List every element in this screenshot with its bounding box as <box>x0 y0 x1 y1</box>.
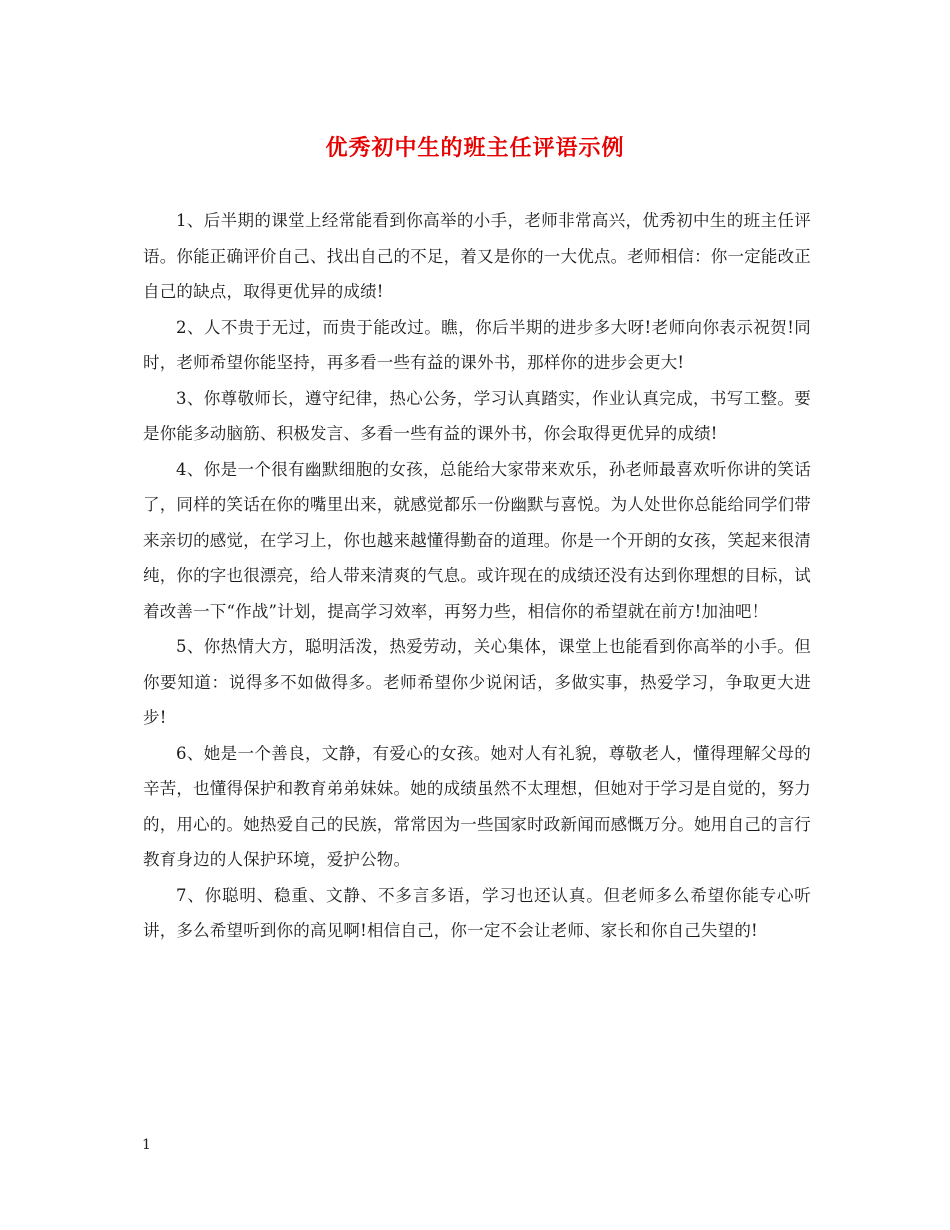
page-number: 1 <box>142 1137 151 1153</box>
document-body <box>143 203 811 949</box>
paragraph-3: 3、你尊敬师长，遵守纪律，热心公务，学习认真踏实，作业认真完成，书写工整。要是你能多动脑筋、积极发言、多看一些有益的课外书，你会取得更优异的成绩! <box>143 388 811 443</box>
paragraph-4: 4、你是一个很有幽默细胞的女孩，总能给大家带来欢乐，孙老师最喜欢听你讲的笑话了，同样的笑话在你的嘴里出来，就感觉都乐一份幽默与喜悦。为人处世你总能给同学们带来亲切的感觉，在学习上，你也越来越懂得勤奋的道理。你是一个开朗的女孩，笑起来很清纯，你的字也很漂亮，给人带来清爽的气息。或许现在的成绩还没有达到你理想的目标，试着改善一下“作战”计划，提高学习效率，再努力些，相信你的希望就在前方!加油吧！ <box>143 459 811 621</box>
document-title: 优秀初中生的班主任评语示例 <box>325 135 625 161</box>
paragraph-1: 1、后半期的课堂上经常能看到你高举的小手，老师非常高兴，优秀初中生的班主任评语。你能正确评价自己、找出自己的不足，着又是你的一大优点。老师相信：你一定能改正自己的缺点，取得更优异的成绩! <box>143 211 811 301</box>
paragraph-5: 5、你热情大方，聪明活泼，热爱劳动，关心集体，课堂上也能看到你高举的小手。但你要知道：说得多不如做得多。老师希望你少说闲话，多做实事，热爱学习，争取更大进步! <box>143 637 811 727</box>
paragraph-6: 6、她是一个善良，文静，有爱心的女孩。她对人有礼貌，尊敬老人，懂得理解父母的辛苦，也懂得保护和教育弟弟妹妹。她的成绩虽然不太理想，但她对于学习是自觉的，努力的，用心的。她热爱自己的民族，常常因为一些国家时政新闻而感慨万分。她用自己的言行教育身边的人保护环境，爱护公物。 <box>143 743 811 869</box>
paragraph-7: 7、你聪明、稳重、文静、不多言多语，学习也还认真。但老师多么希望你能专心听讲，多么希望听到你的高见啊!相信自己，你一定不会让老师、家长和你自己失望的! <box>143 885 811 940</box>
paragraph-2: 2、人不贵于无过，而贵于能改过。瞧，你后半期的进步多大呀!老师向你表示祝贺!同时，老师希望你能坚持，再多看一些有益的课外书，那样你的进步会更大! <box>143 317 811 372</box>
